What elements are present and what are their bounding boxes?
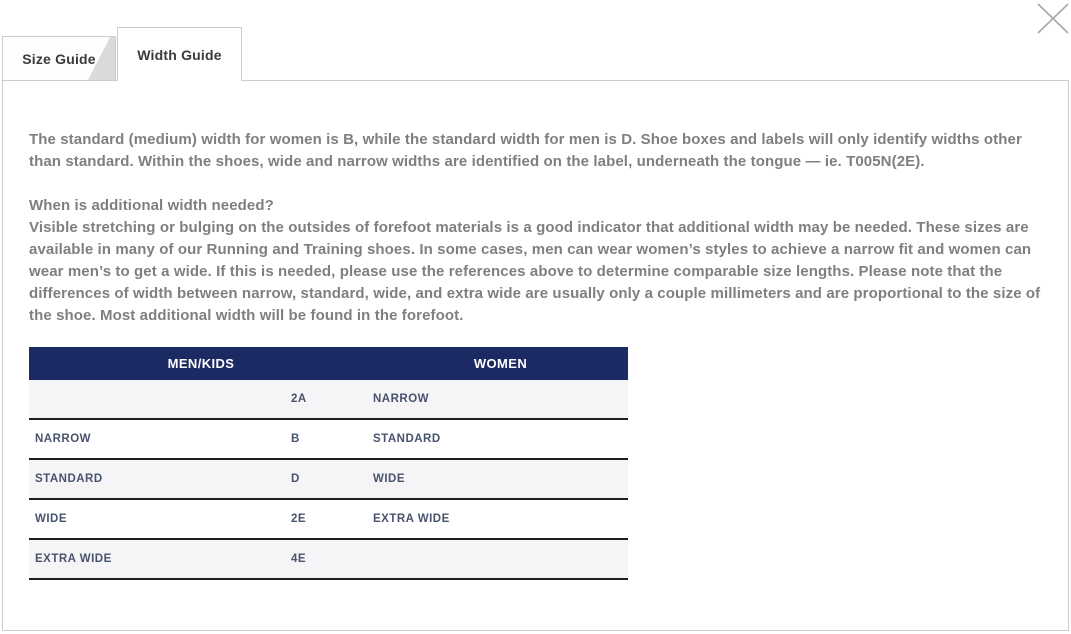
tab-size-guide[interactable] [2, 36, 116, 80]
width-conversion-table [29, 347, 628, 580]
cell-width-code: B [291, 433, 300, 445]
cell-men-kids: EXTRA WIDE [35, 553, 112, 565]
cell-women: WIDE [373, 473, 406, 485]
table-row [29, 500, 628, 540]
close-x-icon [1035, 1, 1071, 37]
table-row [29, 460, 628, 500]
cell-men-kids: WIDE [35, 513, 68, 525]
question-heading: When is additional width needed? [29, 197, 274, 214]
intro-paragraph: The standard (medium) width for women is B, while the standard width for men is D. Shoe boxes and labels will only identify widths other than standard. Within the shoes, wide and narrow widths are identified on the label, underneath the tongue — ie. T005N(2E). [29, 131, 1022, 170]
table-header-women: WOMEN [473, 355, 528, 371]
cell-width-code: 2E [291, 513, 307, 525]
tab-width-guide[interactable] [117, 27, 242, 81]
cell-width-code: D [291, 473, 300, 485]
width-guide-panel [2, 80, 1069, 631]
width-guide-content [3, 81, 1068, 580]
table-row [29, 540, 628, 580]
close-button[interactable] [1035, 1, 1071, 37]
body-paragraph: Visible stretching or bulging on the outsides of forefoot materials is a good indicator that additional width may be needed. These sizes are available in many of our Running and Training shoes. In some cases, men can wear women’s styles to achieve a narrow fit and women can wear men’s to get a wide. If this is needed, please use the references above to determine comparable size lengths. Please note that the differences of width between narrow, standard, wide, and extra wide are usually only a couple millimeters and are proportional to the size of the shoe. Most additional width will be found in the forefoot. [29, 219, 1041, 324]
tab-width-guide-label: Width Guide [137, 46, 222, 63]
table-row [29, 380, 628, 420]
cell-width-code: 2A [291, 393, 307, 405]
tab-size-guide-label: Size Guide [22, 50, 96, 67]
cell-men-kids: STANDARD [35, 473, 103, 485]
cell-women: NARROW [373, 393, 430, 405]
cell-women: STANDARD [373, 433, 441, 445]
cell-width-code: 4E [291, 553, 307, 565]
table-body [29, 380, 628, 580]
table-header-row [29, 347, 628, 380]
cell-women: EXTRA WIDE [373, 513, 450, 525]
cell-men-kids: NARROW [35, 433, 92, 445]
table-header-men-kids: MEN/KIDS [167, 355, 235, 371]
table-row [29, 420, 628, 460]
